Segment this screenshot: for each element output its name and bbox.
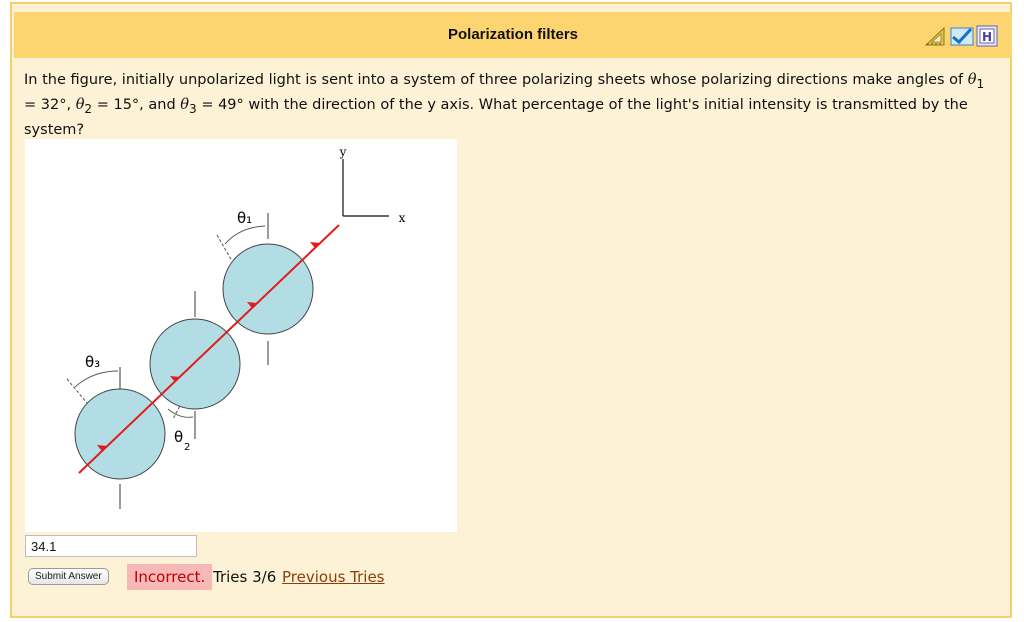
theta2-arc bbox=[168, 409, 193, 417]
feedback-badge: Incorrect. bbox=[127, 564, 212, 590]
polarizing-sheet-1 bbox=[223, 244, 313, 334]
polarizer-diagram bbox=[25, 139, 457, 532]
title-bar-icons bbox=[924, 24, 998, 48]
title-bar bbox=[14, 12, 1012, 58]
theta3-arc bbox=[75, 371, 118, 387]
sheet3-polarization-dash bbox=[67, 379, 87, 403]
x-axis-label: x bbox=[398, 211, 406, 225]
previous-tries-link[interactable]: Previous Tries bbox=[282, 568, 385, 586]
theta1-arc bbox=[225, 226, 265, 244]
theta2-label: θ bbox=[174, 428, 184, 446]
y-axis-label: y bbox=[339, 145, 347, 159]
answer-input[interactable] bbox=[25, 535, 197, 557]
checkmark-board-icon[interactable] bbox=[950, 25, 972, 47]
tries-counter: Tries 3/6 bbox=[213, 568, 277, 586]
svg-text:H: H bbox=[981, 30, 993, 44]
theta2-subscript: 2 bbox=[184, 442, 191, 453]
submit-answer-button[interactable]: Submit Answer bbox=[28, 568, 109, 585]
theta3-label: θ₃ bbox=[85, 353, 101, 371]
problem-title: Polarization filters bbox=[447, 26, 579, 43]
polarizer-figure bbox=[25, 139, 457, 532]
theta1-label: θ₁ bbox=[237, 209, 253, 227]
question-text: In the figure, initially unpolarized light is sent into a system of three polarizing sheets whose polarizing directions make angles of $\theta_1 = 32^\circ$, $\theta_2 = 15^\circ$, and $\theta_3 = 49^\circ$ with the direction of the y axis. What percentage of the light's initial intensity is transmitted by the system? bbox=[24, 72, 985, 138]
triangle-ruler-icon[interactable] bbox=[924, 25, 946, 47]
light-ray bbox=[79, 225, 339, 473]
hint-h-icon[interactable] bbox=[976, 25, 998, 47]
